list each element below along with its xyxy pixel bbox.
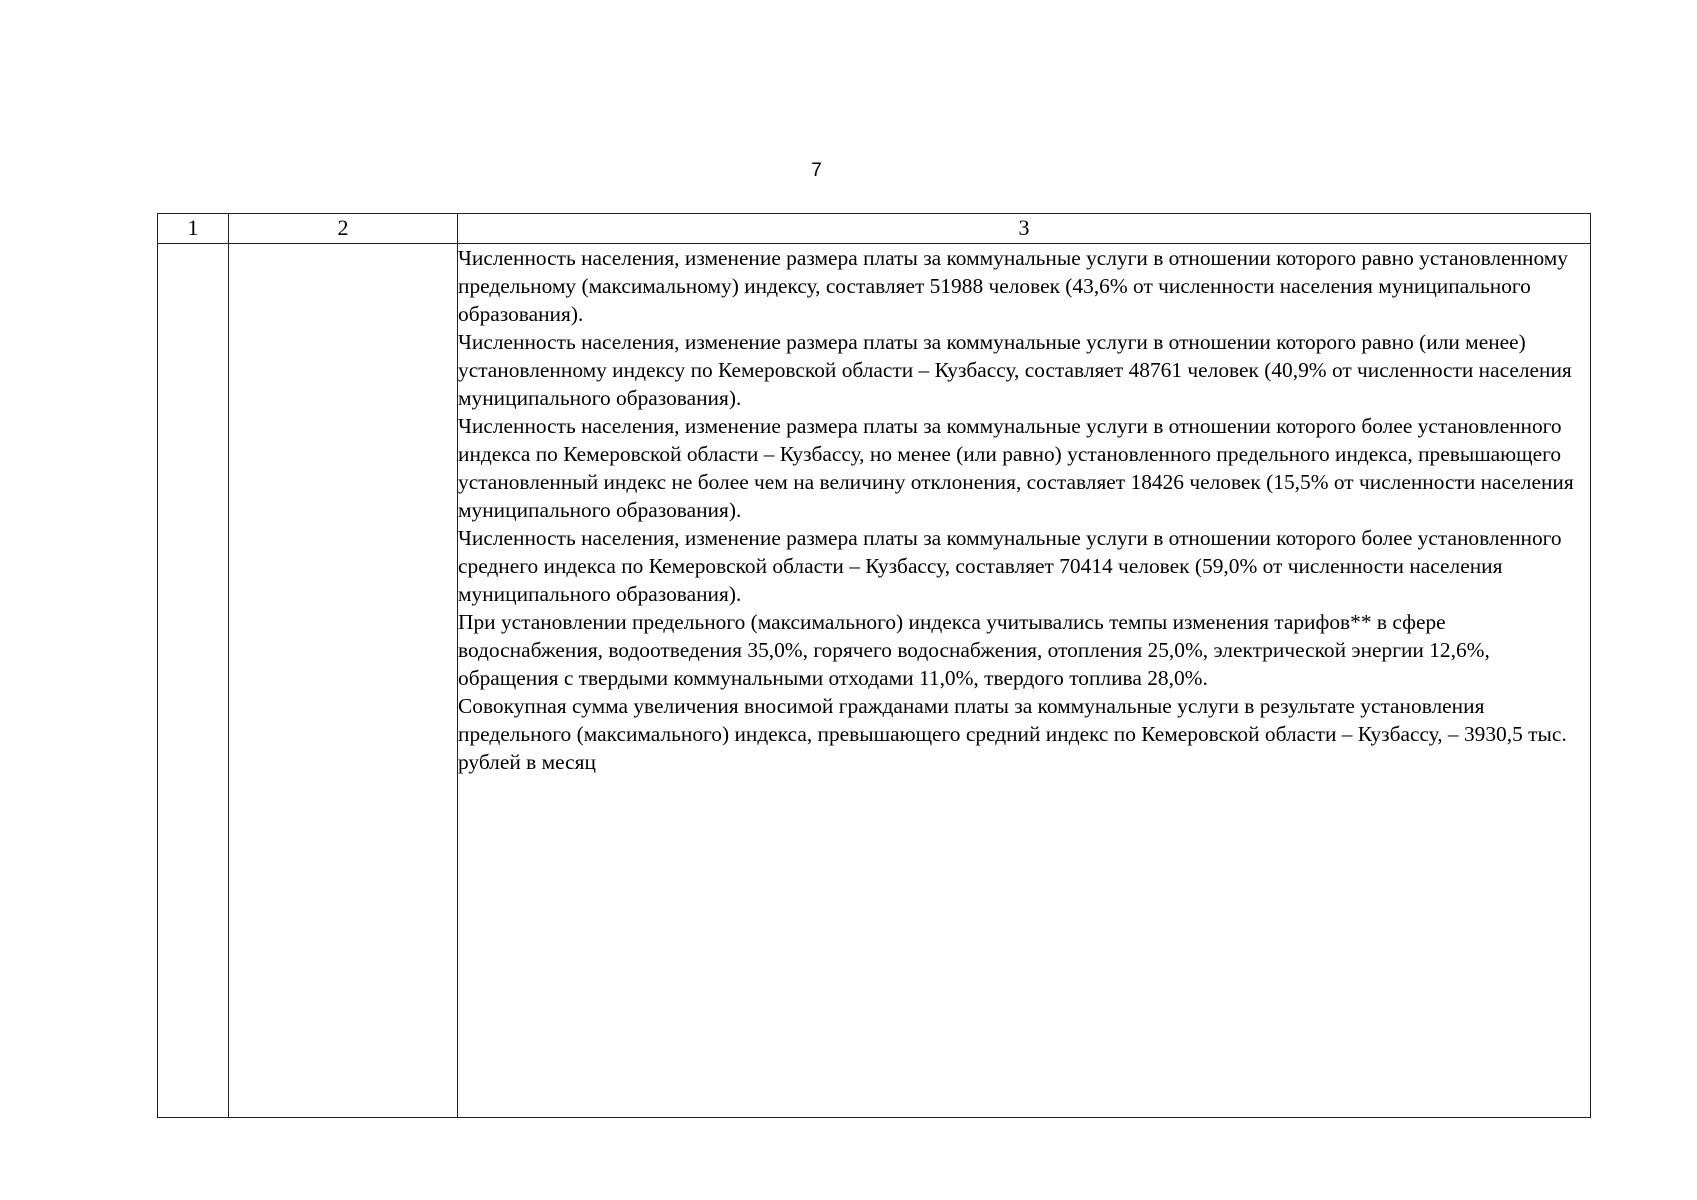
table-header-row [158,214,1591,244]
column-header-3: 3 [458,214,1591,244]
paragraph-population-above-average: Численность населения, изменение размера платы за коммунальные услуги в отношении которого более установленного среднего индекса по Кемеровской области – Кузбассу, составляет 70414 человек (59,0% от численности населения муниципального образования). [458,526,1562,606]
paragraph-tariff-rates: При установлении предельного (максимального) индекса учитывались темпы изменения тарифов** в сфере водоснабжения, водоотведения 35,0%, горячего водоснабжения, отопления 25,0%, электрической энергии 12,6%, обращения с твердыми коммунальными отходами 11,0%, твердого топлива 28,0%. [458,610,1490,690]
cell-col-1 [158,244,229,1118]
page-number: 7 [811,160,822,181]
paragraph-population-regional-index: Численность населения, изменение размера платы за коммунальные услуги в отношении которого равно (или менее) установленному индексу по Кемеровской области – Кузбассу, составляет 48761 человек (40,9% от численности населения муниципального образования). [458,330,1572,410]
table-row [158,244,1591,1118]
document-table [157,213,1591,1118]
column-header-1: 1 [158,214,229,244]
cell-col-3 [458,244,1591,1118]
paragraph-population-max-index: Численность населения, изменение размера платы за коммунальные услуги в отношении которого равно установленному предельному (максимальному) индексу, составляет 51988 человек (43,6% от численности населения муниципального образования). [458,246,1568,326]
paragraph-total-increase: Совокупная сумма увеличения вносимой гражданами платы за коммунальные услуги в результате установления предельного (максимального) индекса, превышающего средний индекс по Кемеровской области – Кузбассу, – 3930,5 тыс. рублей в месяц [458,694,1567,774]
column-header-2: 2 [229,214,458,244]
paragraph-population-between-indices: Численность населения, изменение размера платы за коммунальные услуги в отношении которого более установленного индекса по Кемеровской области – Кузбассу, но менее (или равно) установленного предельного индекса, превышающего установленный индекс не более чем на величину отклонения, составляет 18426 человек (15,5% от численности населения муниципального образования). [458,414,1574,522]
cell-col-2 [229,244,458,1118]
